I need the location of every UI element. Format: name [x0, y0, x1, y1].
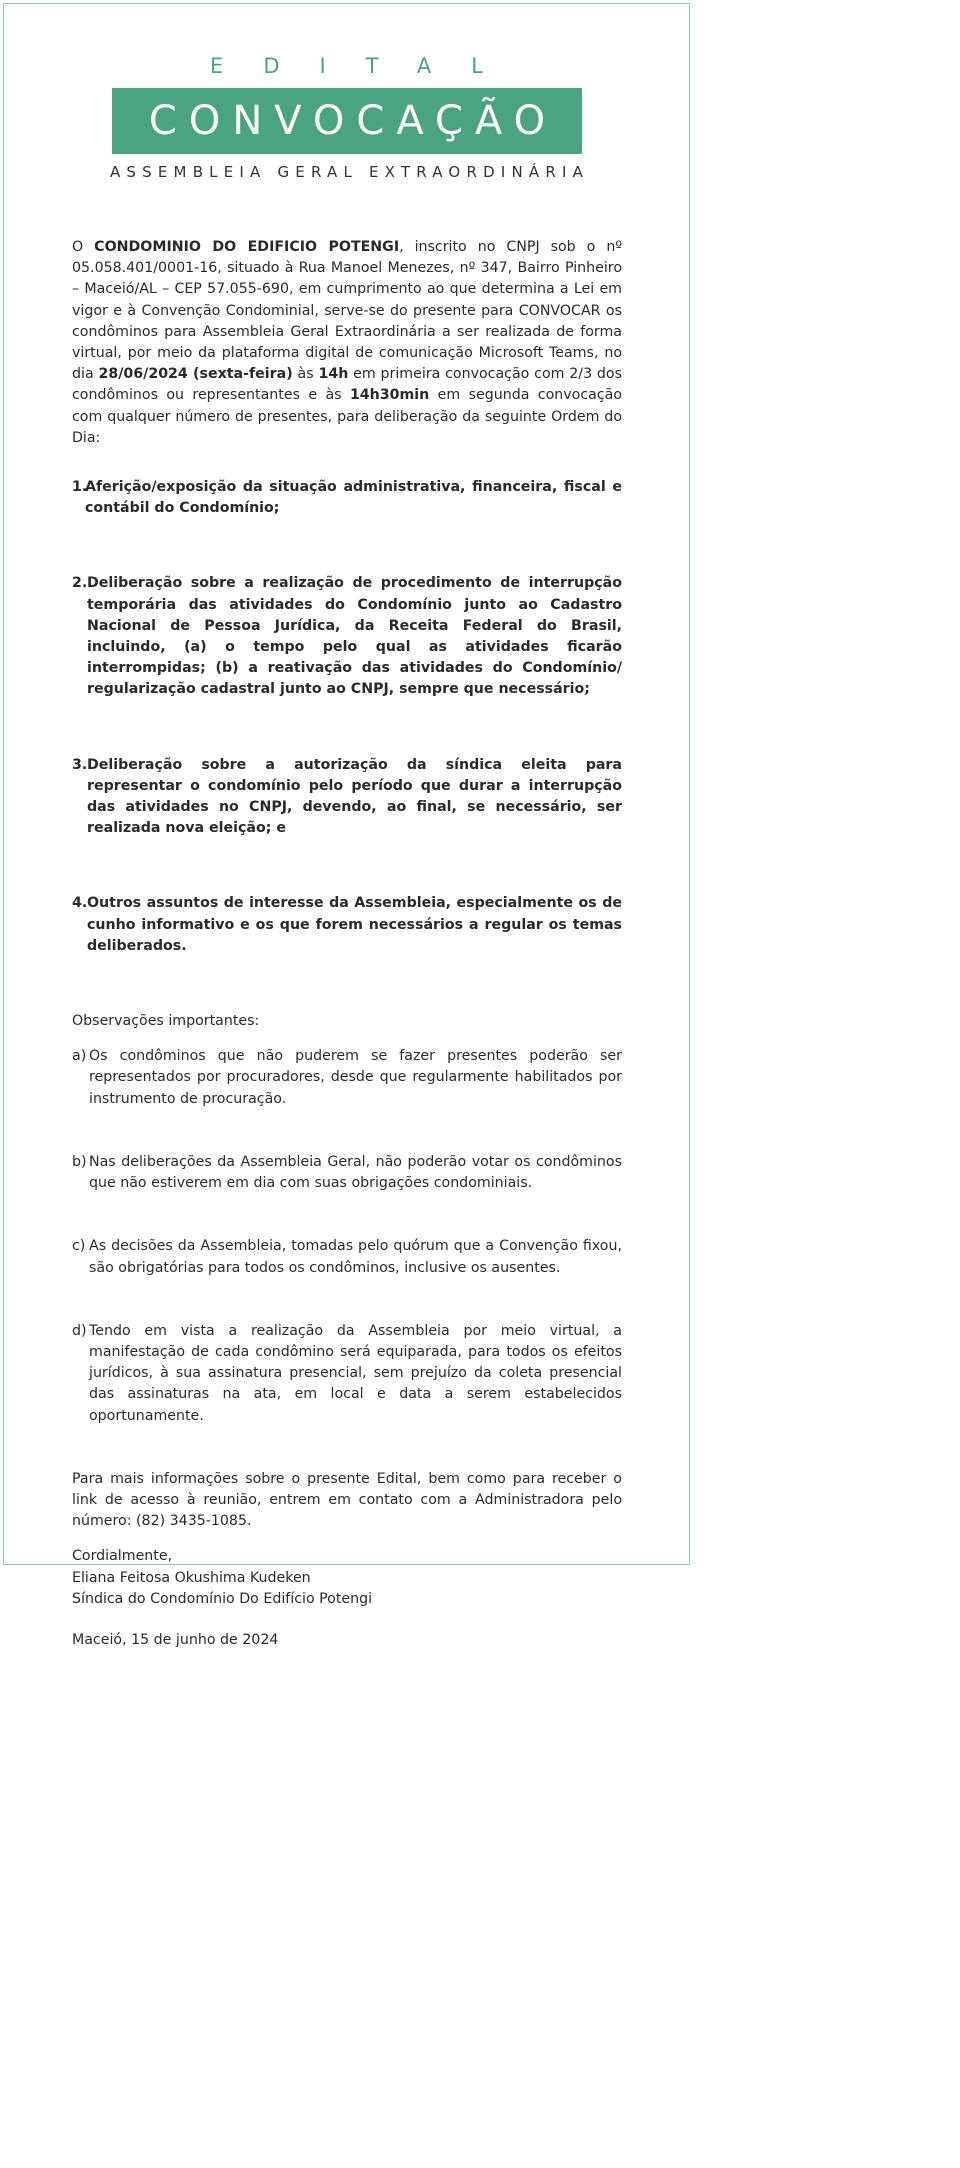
title-banner — [112, 88, 582, 154]
observation-text: Nas deliberações da Assembleia Geral, não poderão votar os condôminos que não estiverem em dia com suas obrigações condominiais. — [89, 1153, 622, 1192]
first-call-time: 14h — [318, 366, 349, 383]
agenda-text: Deliberação sobre a realização de procedimento de interrupção temporária das atividades do Condomínio junto ao Cadastro Nacional de Pessoa Jurídica, da Receita Federal do Brasil, incluindo, (a) o tempo pelo qual as atividades ficarão interrompidas; (b) a reativação das atividades do Condomínio/ regularização cadastral junto ao CNPJ, sempre que necessário; — [87, 575, 622, 698]
observation-text: Tendo em vista a realização da Assembleia por meio virtual, a manifestação de cada condômino será equiparada, para todos os efeitos jurídicos, à sua assinatura presencial, sem prejuízo da coleta presencial das assinaturas na ata, em local e data a serem estabelecidos oportunamente. — [89, 1322, 622, 1424]
agenda-number: 3. — [72, 756, 88, 773]
subtitle: ASSEMBLEIA GERAL EXTRAORDINÁRIA — [109, 163, 590, 181]
agenda-item — [72, 755, 622, 840]
agenda-item — [72, 573, 622, 700]
agenda-text: Aferição/exposição da situação administrativa, financeira, fiscal e contábil do Condomínio; — [85, 479, 622, 517]
agenda-text: Outros assuntos de interesse da Assembleia, especialmente os de cunho informativo e os que forem necessários a regular os temas deliberados. — [87, 895, 622, 954]
observation-letter: a) — [72, 1048, 87, 1065]
closing: Cordialmente, — [72, 1548, 173, 1565]
intro-text-3: às — [292, 366, 319, 383]
agenda-list — [72, 477, 622, 957]
intro-text-2: , inscrito no CNPJ sob o nº 05.058.401/0001-16, situado à Rua Manoel Menezes, nº 347, Bairro Pinheiro – Maceió/AL – CEP 57.055-690, em cumprimento ao que determina a Lei em vigor e à Convenção Condominial, serve-se do presente para CONVOCAR os condôminos para Assembleia Geral Extraordinária a ser realizada de forma virtual, por meio da plataforma digital de comunicação Microsoft Teams, no dia — [72, 239, 622, 383]
agenda-text: Deliberação sobre a autorização da síndica eleita para representar o condomínio pelo período que durar a interrupção das atividades no CNPJ, devendo, ao final, se necessário, ser realizada nova eleição; e — [87, 756, 622, 837]
signer-role: Síndica do Condomínio Do Edifício Potengi — [72, 1590, 373, 1607]
meeting-date: 28/06/2024 (sexta-feira) — [98, 366, 293, 383]
intro-text-5: em segunda convocação com qualquer número de presentes, para deliberação da seguinte Ordem do Dia: — [72, 387, 622, 446]
observation-letter: d) — [72, 1322, 87, 1339]
observation-item — [72, 1236, 622, 1278]
condominium-name: CONDOMINIO DO EDIFICIO POTENGI — [94, 239, 400, 255]
edital-kicker: EDITAL — [210, 54, 523, 78]
signer-name: Eliana Feitosa Okushima Kudeken — [72, 1569, 311, 1586]
agenda-item — [72, 477, 622, 519]
intro-text-1: O — [72, 239, 95, 255]
agenda-number: 2. — [72, 575, 88, 592]
contact-note: Para mais informações sobre o presente Edital, bem como para receber o link de acesso à reunião, entrem em contato com a Administradora pelo número: (82) 3435-1085. — [72, 1470, 622, 1530]
observation-letter: c) — [72, 1238, 86, 1255]
observation-item — [72, 1321, 622, 1427]
observation-letter: b) — [72, 1153, 87, 1170]
document-body — [72, 237, 622, 1665]
observation-item — [72, 1046, 622, 1110]
place-date: Maceió, 15 de junho de 2024 — [72, 1631, 279, 1648]
observation-text: Os condôminos que não puderem se fazer presentes poderão ser representados por procuradores, desde que regularmente habilitados por instrumento de procuração. — [89, 1048, 622, 1107]
agenda-item — [72, 893, 622, 957]
agenda-number: 1. — [72, 479, 88, 496]
second-call-time: 14h30min — [349, 387, 430, 404]
intro-text-4: em primeira convocação com 2/3 dos condôminos ou representantes e às — [72, 366, 622, 404]
observation-item — [72, 1152, 622, 1194]
intro-paragraph — [72, 237, 622, 449]
banner-title: CONVOCAÇÃO — [148, 98, 558, 144]
observations-title: Observações importantes: — [72, 1013, 260, 1030]
agenda-number: 4. — [72, 895, 88, 912]
signature-block — [72, 1546, 622, 1610]
observation-text: As decisões da Assembleia, tomadas pelo quórum que a Convenção fixou, são obrigatórias para todos os condôminos, inclusive os ausentes. — [89, 1238, 622, 1276]
